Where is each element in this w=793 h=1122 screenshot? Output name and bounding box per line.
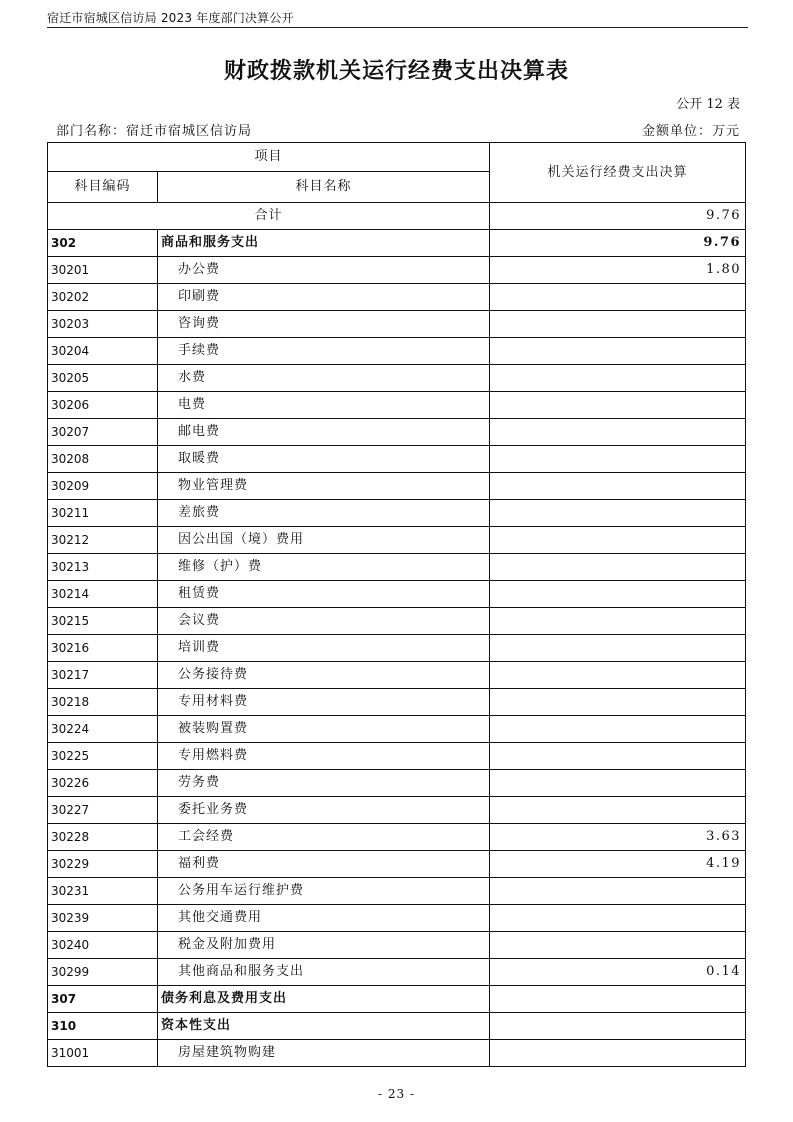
row-amount <box>490 1013 746 1040</box>
table-row <box>48 446 746 473</box>
table-row <box>48 662 746 689</box>
row-code: 30211 <box>48 500 158 527</box>
row-code: 30240 <box>48 932 158 959</box>
row-code: 30207 <box>48 419 158 446</box>
table-row <box>48 500 746 527</box>
total-amount: 9.76 <box>490 203 746 230</box>
table-row <box>48 770 746 797</box>
row-name: 被装购置费 <box>158 716 490 743</box>
row-amount: 1.80 <box>490 257 746 284</box>
row-name: 电费 <box>158 392 490 419</box>
row-code: 30231 <box>48 878 158 905</box>
row-name: 福利费 <box>158 851 490 878</box>
table-row <box>48 257 746 284</box>
table-row <box>48 608 746 635</box>
row-amount <box>490 527 746 554</box>
department-name: 部门名称：宿迁市宿城区信访局 <box>56 124 253 139</box>
row-name: 公务用车运行维护费 <box>158 878 490 905</box>
table-row <box>48 473 746 500</box>
row-amount <box>490 662 746 689</box>
row-code: 30208 <box>48 446 158 473</box>
row-amount: 0.14 <box>490 959 746 986</box>
row-name: 专用燃料费 <box>158 743 490 770</box>
row-amount <box>490 743 746 770</box>
row-code: 30224 <box>48 716 158 743</box>
row-name: 印刷费 <box>158 284 490 311</box>
table-body <box>48 143 746 1067</box>
row-name: 公务接待费 <box>158 662 490 689</box>
row-code: 30227 <box>48 797 158 824</box>
header-code: 科目编码 <box>48 172 158 203</box>
header-name: 科目名称 <box>158 172 490 203</box>
row-name: 商品和服务支出 <box>158 230 490 257</box>
row-code: 30225 <box>48 743 158 770</box>
amount-unit: 金额单位：万元 <box>641 124 740 139</box>
page-number: - 23 - <box>377 1087 415 1101</box>
row-name: 因公出国（境）费用 <box>158 527 490 554</box>
row-amount <box>490 581 746 608</box>
row-amount <box>490 338 746 365</box>
table-row <box>48 932 746 959</box>
row-code: 30228 <box>48 824 158 851</box>
document-title: 财政拨款机关运行经费支出决算表 <box>223 59 569 84</box>
row-amount: 4.19 <box>490 851 746 878</box>
table-row <box>48 392 746 419</box>
row-amount <box>490 770 746 797</box>
row-amount: 3.63 <box>490 824 746 851</box>
row-amount <box>490 365 746 392</box>
header-rule <box>47 27 748 28</box>
row-code: 30204 <box>48 338 158 365</box>
row-name: 维修（护）费 <box>158 554 490 581</box>
header-item: 项目 <box>48 143 490 172</box>
row-amount <box>490 392 746 419</box>
row-amount <box>490 986 746 1013</box>
row-code: 30226 <box>48 770 158 797</box>
table-row <box>48 1013 746 1040</box>
row-amount <box>490 500 746 527</box>
table-row <box>48 419 746 446</box>
header-amount: 机关运行经费支出决算 <box>490 143 746 203</box>
row-amount <box>490 878 746 905</box>
row-name: 税金及附加费用 <box>158 932 490 959</box>
row-name: 取暖费 <box>158 446 490 473</box>
table-row <box>48 905 746 932</box>
table-number: 公开 12 表 <box>676 97 740 112</box>
row-amount <box>490 473 746 500</box>
row-name: 其他商品和服务支出 <box>158 959 490 986</box>
table-row <box>48 311 746 338</box>
table-row <box>48 959 746 986</box>
row-amount <box>490 554 746 581</box>
row-name: 办公费 <box>158 257 490 284</box>
table-row <box>48 716 746 743</box>
table-row <box>48 1040 746 1067</box>
table-row <box>48 230 746 257</box>
row-code: 30215 <box>48 608 158 635</box>
row-name: 资本性支出 <box>158 1013 490 1040</box>
row-code: 30216 <box>48 635 158 662</box>
row-name: 劳务费 <box>158 770 490 797</box>
row-amount <box>490 419 746 446</box>
row-code: 30202 <box>48 284 158 311</box>
table-row <box>48 797 746 824</box>
table-row <box>48 284 746 311</box>
row-name: 水费 <box>158 365 490 392</box>
row-code: 30213 <box>48 554 158 581</box>
row-amount <box>490 797 746 824</box>
table-row <box>48 635 746 662</box>
row-amount <box>490 446 746 473</box>
table-row <box>48 365 746 392</box>
table-row <box>48 824 746 851</box>
row-amount <box>490 635 746 662</box>
row-name: 工会经费 <box>158 824 490 851</box>
row-code: 302 <box>48 230 158 257</box>
row-code: 30229 <box>48 851 158 878</box>
row-name: 培训费 <box>158 635 490 662</box>
row-amount <box>490 311 746 338</box>
row-name: 咨询费 <box>158 311 490 338</box>
table-row <box>48 338 746 365</box>
row-amount <box>490 689 746 716</box>
row-name: 租赁费 <box>158 581 490 608</box>
row-name: 物业管理费 <box>158 473 490 500</box>
row-name: 专用材料费 <box>158 689 490 716</box>
row-code: 31001 <box>48 1040 158 1067</box>
row-code: 30217 <box>48 662 158 689</box>
row-code: 30201 <box>48 257 158 284</box>
row-code: 307 <box>48 986 158 1013</box>
row-code: 30239 <box>48 905 158 932</box>
header-row-1 <box>48 143 746 172</box>
table-row <box>48 986 746 1013</box>
row-amount <box>490 716 746 743</box>
table-row <box>48 851 746 878</box>
table-row <box>48 581 746 608</box>
table-row <box>48 554 746 581</box>
row-code: 310 <box>48 1013 158 1040</box>
running-header: 宿迁市宿城区信访局 2023 年度部门决算公开 <box>47 11 294 25</box>
row-amount <box>490 932 746 959</box>
row-name: 差旅费 <box>158 500 490 527</box>
row-amount <box>490 284 746 311</box>
row-code: 30218 <box>48 689 158 716</box>
total-label: 合计 <box>48 203 490 230</box>
expenditure-table <box>47 142 746 1067</box>
row-code: 30212 <box>48 527 158 554</box>
row-name: 债务利息及费用支出 <box>158 986 490 1013</box>
row-name: 房屋建筑物购建 <box>158 1040 490 1067</box>
row-amount: 9.76 <box>490 230 746 257</box>
row-name: 委托业务费 <box>158 797 490 824</box>
row-name: 会议费 <box>158 608 490 635</box>
table-row <box>48 689 746 716</box>
row-amount <box>490 905 746 932</box>
row-code: 30206 <box>48 392 158 419</box>
table-row <box>48 527 746 554</box>
total-row <box>48 203 746 230</box>
row-code: 30205 <box>48 365 158 392</box>
row-code: 30299 <box>48 959 158 986</box>
table-row <box>48 878 746 905</box>
table-row <box>48 743 746 770</box>
row-code: 30209 <box>48 473 158 500</box>
row-amount <box>490 1040 746 1067</box>
row-code: 30214 <box>48 581 158 608</box>
row-name: 其他交通费用 <box>158 905 490 932</box>
row-code: 30203 <box>48 311 158 338</box>
row-name: 邮电费 <box>158 419 490 446</box>
row-name: 手续费 <box>158 338 490 365</box>
row-amount <box>490 608 746 635</box>
